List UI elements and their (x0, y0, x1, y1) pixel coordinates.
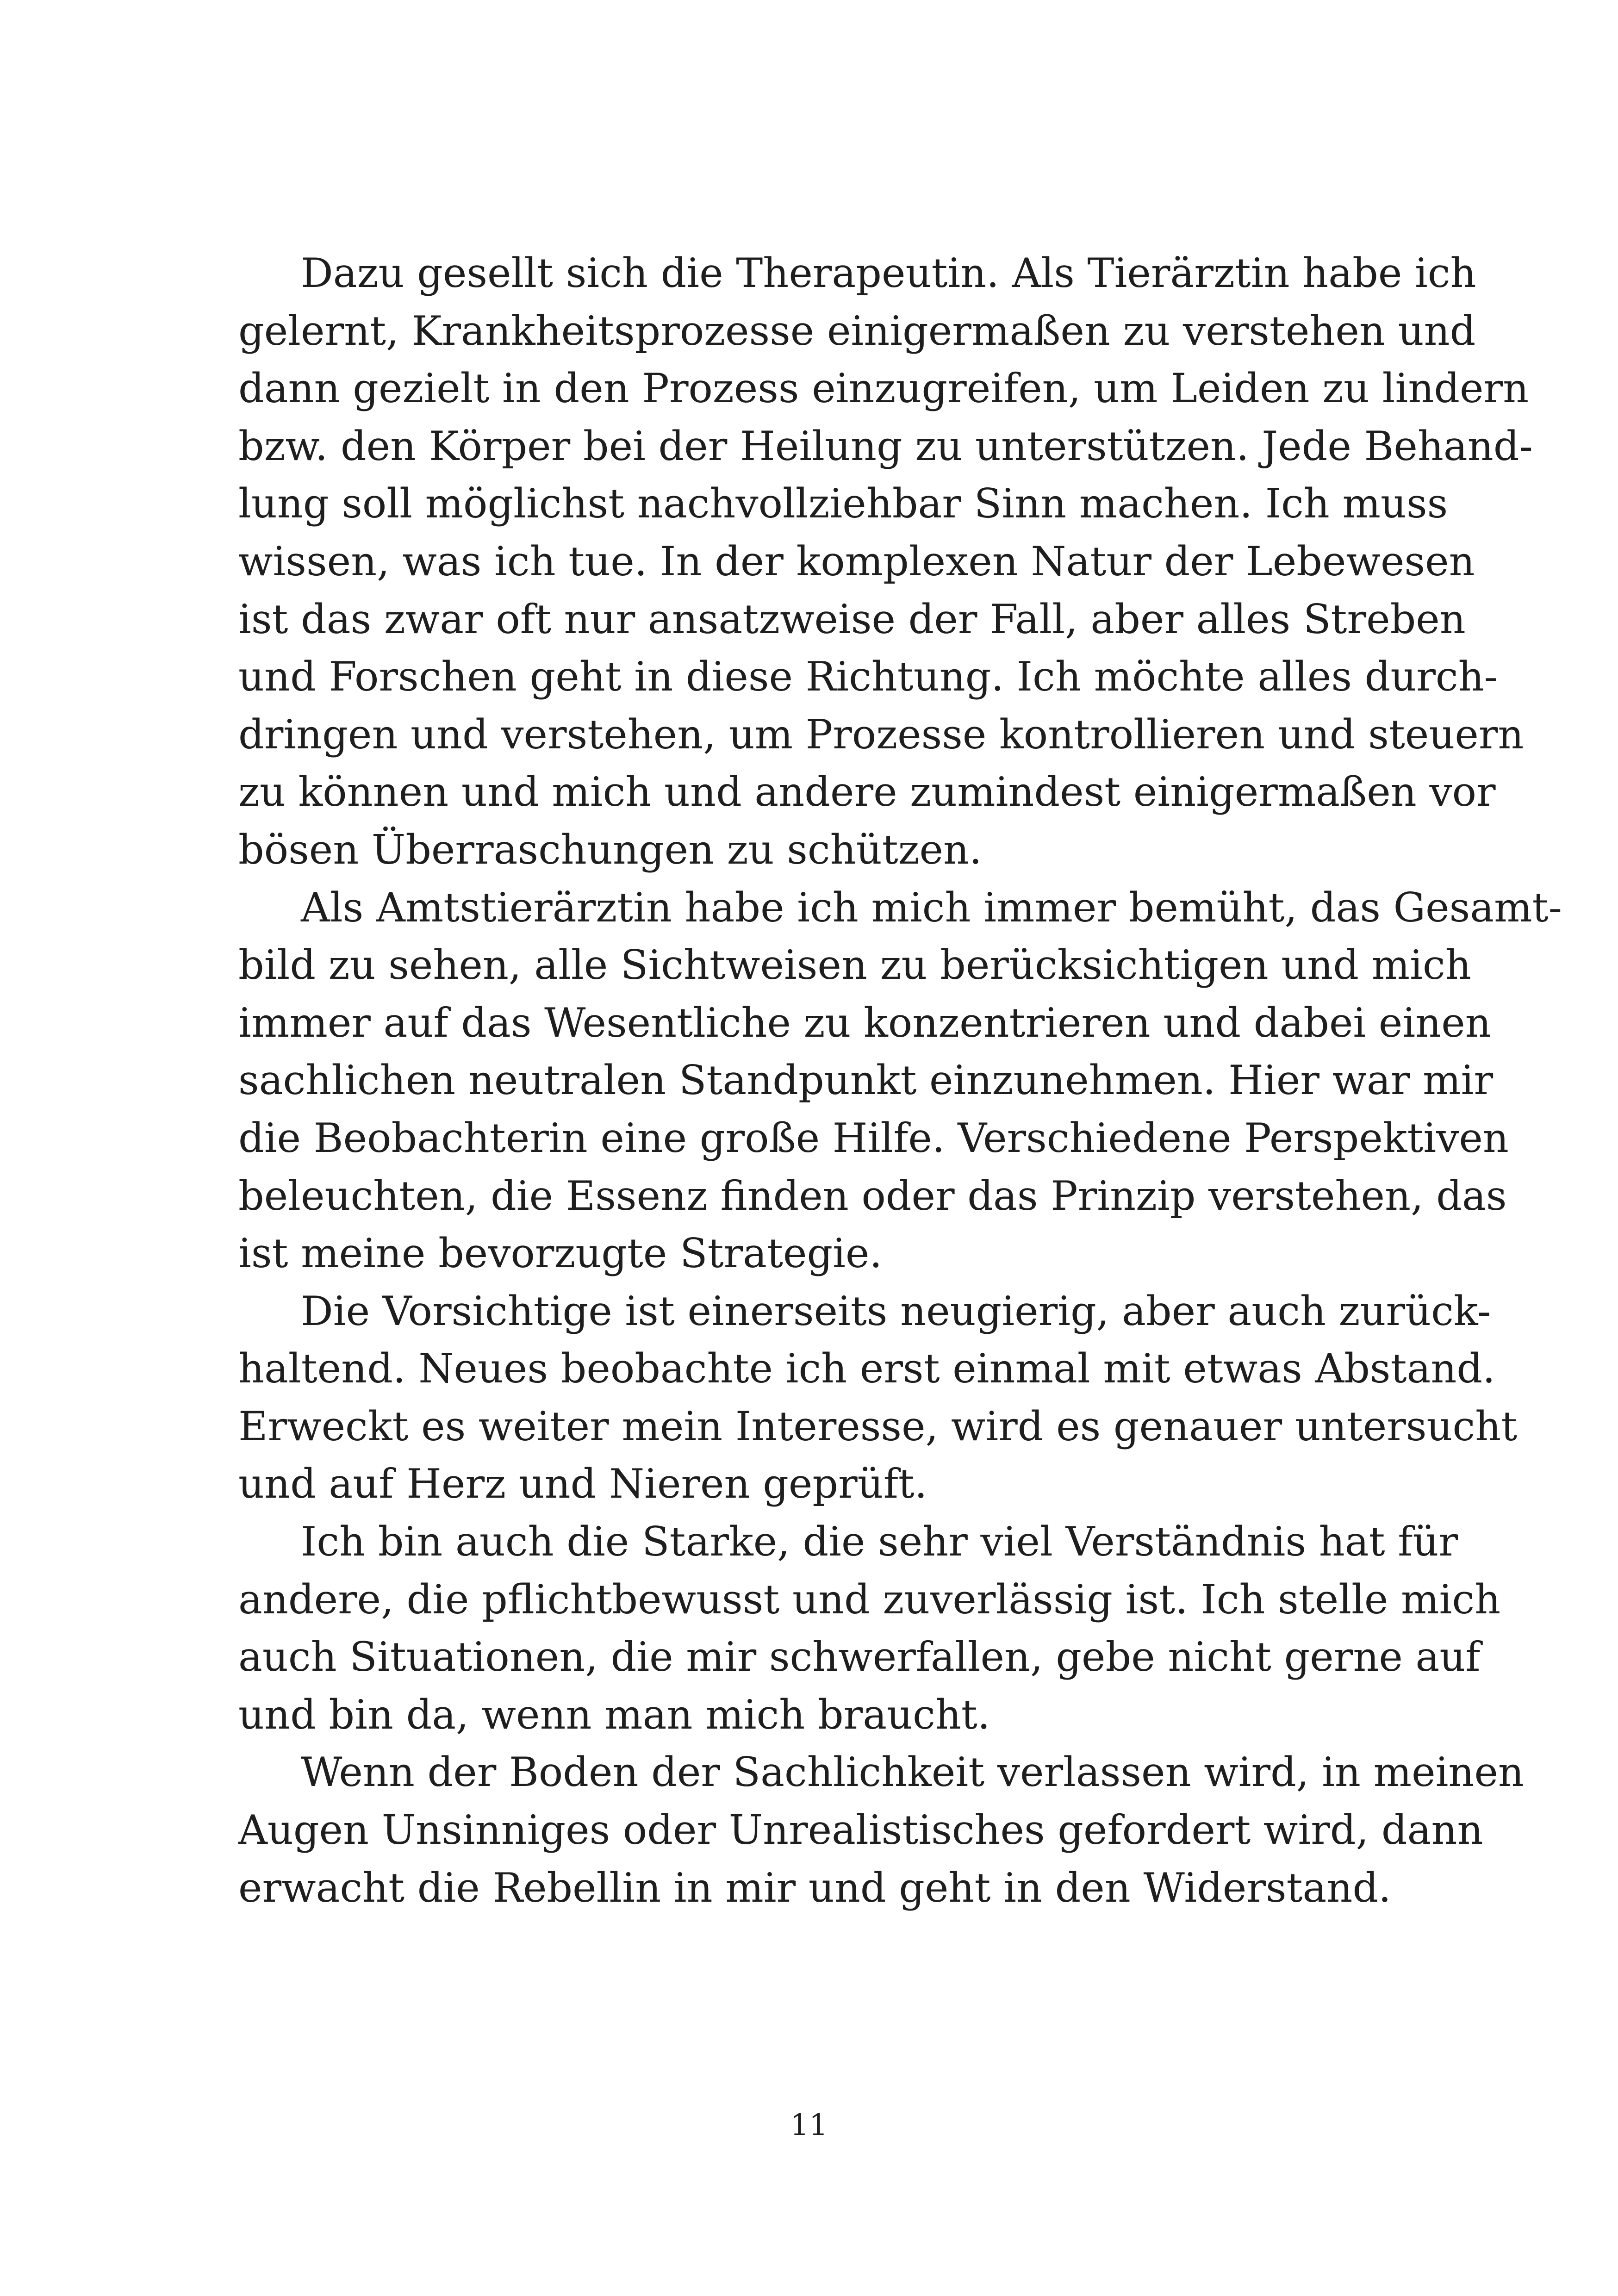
text-line: bild zu sehen, alle Sichtweisen zu berücksichtigen und mich (238, 941, 1471, 989)
text-line: Die Vorsichtige ist einerseits neugierig, aber auch zurück- (301, 1287, 1491, 1335)
text-line: gelernt, Krankheitsprozesse einigermaßen zu verstehen und (238, 307, 1476, 355)
text-line: dann gezielt in den Prozess einzugreifen, um Leiden zu lindern (238, 365, 1529, 412)
text-line: beleuchten, die Essenz finden oder das Prinzip verstehen, das (238, 1172, 1507, 1220)
text-line: haltend. Neues beobachte ich erst einmal mit etwas Abstand. (238, 1345, 1495, 1393)
text-line: Wenn der Boden der Sachlichkeit verlassen wird, in meinen (301, 1748, 1524, 1796)
body-text (238, 244, 1562, 1916)
text-line: immer auf das Wesentliche zu konzentrieren und dabei einen (238, 999, 1491, 1046)
text-line: Als Amtstierärztin habe ich mich immer bemüht, das Gesamt- (301, 884, 1562, 931)
text-line: Augen Unsinniges oder Unrealistisches gefordert wird, dann (238, 1806, 1483, 1854)
text-line: bzw. den Körper bei der Heilung zu unterstützen. Jede Behand- (238, 422, 1533, 470)
text-line: Ich bin auch die Starke, die sehr viel Verständnis hat für (301, 1518, 1458, 1566)
text-line: lung soll möglichst nachvollziehbar Sinn machen. Ich muss (238, 480, 1448, 528)
text-line: und bin da, wenn man mich braucht. (238, 1691, 990, 1738)
text-line: wissen, was ich tue. In der komplexen Natur der Lebewesen (238, 537, 1475, 585)
text-line: sachlichen neutralen Standpunkt einzunehmen. Hier war mir (238, 1057, 1494, 1104)
text-line: bösen Überraschungen zu schützen. (238, 826, 982, 873)
text-line: die Beobachterin eine große Hilfe. Verschiedene Perspektiven (238, 1114, 1509, 1162)
text-line: und auf Herz und Nieren geprüft. (238, 1460, 927, 1508)
page-number: 11 (790, 2108, 828, 2142)
text-line: ist das zwar oft nur ansatzweise der Fall, aber alles Streben (238, 595, 1466, 643)
text-line: andere, die pflichtbewusst und zuverlässig ist. Ich stelle mich (238, 1575, 1501, 1623)
text-line: ist meine bevorzugte Strategie. (238, 1230, 883, 1277)
text-line: erwacht die Rebellin in mir und geht in den Widerstand. (238, 1864, 1391, 1911)
text-line: und Forschen geht in diese Richtung. Ich möchte alles durch- (238, 653, 1498, 701)
text-line: zu können und mich und andere zumindest einigermaßen vor (238, 768, 1496, 816)
text-line: Erweckt es weiter mein Interesse, wird es genauer untersucht (238, 1402, 1518, 1450)
text-line: auch Situationen, die mir schwerfallen, gebe nicht gerne auf (238, 1633, 1481, 1681)
text-line: dringen und verstehen, um Prozesse kontrollieren und steuern (238, 710, 1524, 758)
text-line: Dazu gesellt sich die Therapeutin. Als Tierärztin habe ich (301, 249, 1476, 297)
